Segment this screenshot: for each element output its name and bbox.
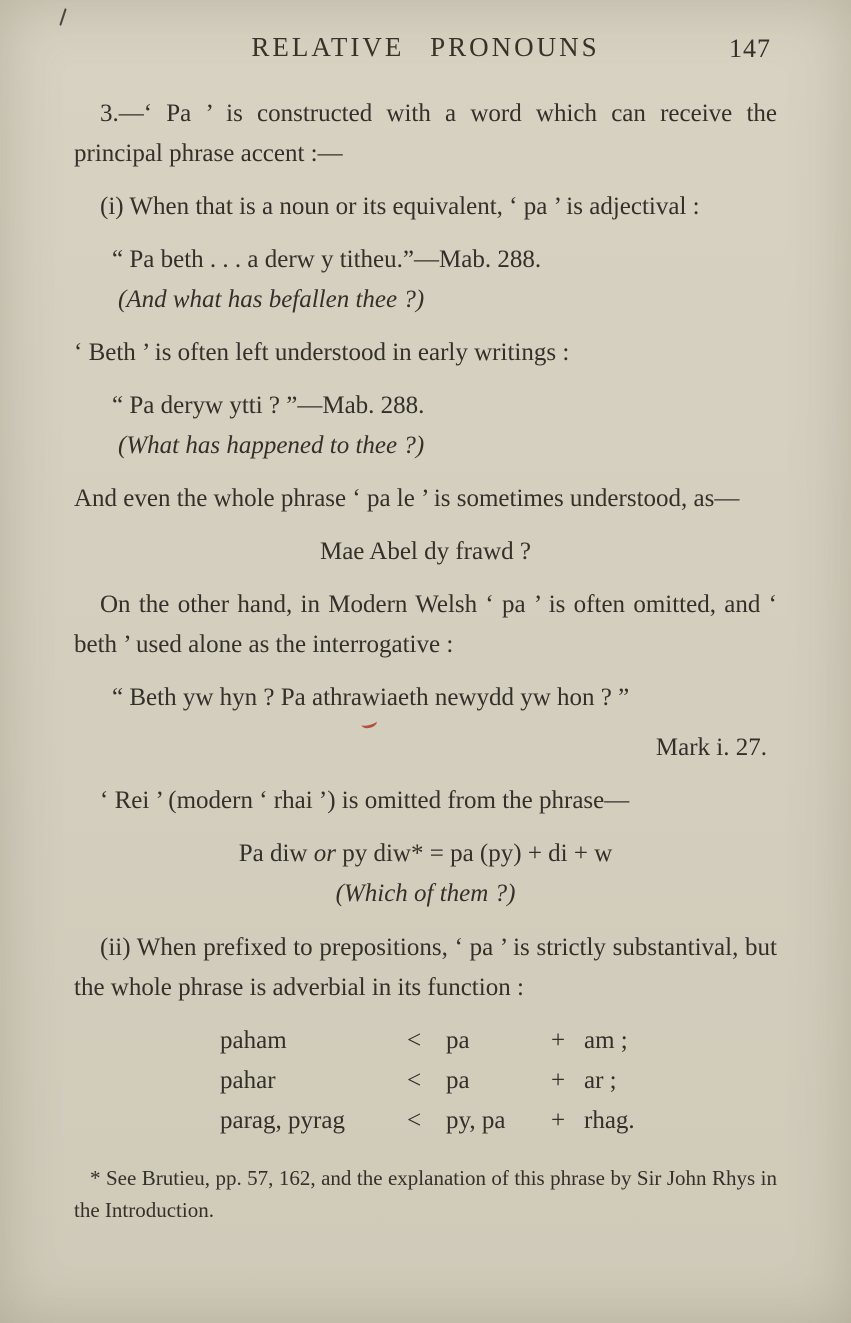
derivation-word: paham: [220, 1027, 287, 1054]
quote-line: “ Pa beth . . . a derw y titheu.”—Mab. 288.: [112, 246, 542, 273]
quote-attribution: Mark i. 27.: [655, 734, 767, 761]
quote-block-2: [112, 386, 777, 466]
derivation-operator: +: [550, 1027, 566, 1054]
derivation-relation: <: [406, 1027, 422, 1054]
formula-gloss: (Which of them ?): [335, 880, 516, 907]
quote-block-1: [112, 240, 777, 320]
derivation-base: pa: [446, 1067, 470, 1094]
quote-line: [112, 678, 777, 718]
formula-text-pre: Pa diw: [238, 840, 314, 867]
derivation-row: [220, 1021, 777, 1061]
quote-block-3: [112, 678, 777, 718]
paragraph-section-3: 3.—‘ Pa ’ is constructed with a word which can receive the principal phrase accent :—: [74, 100, 777, 167]
page-title: RELATIVE PRONOUNS: [251, 32, 600, 62]
derivation-base: pa: [446, 1027, 470, 1054]
derivation-result: rhag.: [584, 1107, 635, 1134]
derivation-row: [220, 1101, 777, 1141]
paragraph-modern-welsh: On the other hand, in Modern Welsh ‘ pa ’ is often omitted, and ‘ beth ’ used alone as the interrogative :: [74, 591, 777, 658]
page-number: 147: [729, 34, 771, 63]
derivation-operator: +: [550, 1067, 566, 1094]
derivation-result: am ;: [584, 1027, 628, 1054]
paragraph-rei: ‘ Rei ’ (modern ‘ rhai ’) is omitted from the phrase—: [100, 787, 630, 814]
quote-text-post: newydd yw hon ? ”: [428, 684, 630, 711]
formula-or-italic: or: [313, 840, 336, 867]
derivation-result: ar ;: [584, 1067, 617, 1094]
paragraph-point-ii: (ii) When prefixed to prepositions, ‘ pa ’ is strictly substantival, but the whole phrase is adverbial in its function :: [74, 934, 777, 1001]
derivation-row: [220, 1061, 777, 1101]
example-mae-abel: Mae Abel dy frawd ?: [319, 538, 532, 565]
quote-line: “ Pa deryw ytti ? ”—Mab. 288.: [112, 392, 425, 419]
derivation-base: py, pa: [446, 1107, 506, 1134]
footnote: * See Brutieu, pp. 57, 162, and the explanation of this phrase by Sir John Rhys in the Introduction.: [74, 1166, 777, 1222]
formula-text-post: py diw* = pa (py) + di + w: [335, 840, 613, 867]
derivation-word: parag, pyrag: [220, 1107, 345, 1134]
paragraph-pa-le: And even the whole phrase ‘ pa le ’ is sometimes understood, as—: [74, 485, 740, 512]
page-header: [74, 26, 777, 68]
derivation-table: [220, 1021, 777, 1141]
derivation-word: pahar: [220, 1067, 276, 1094]
paragraph-point-i: (i) When that is a noun or its equivalent, ‘ pa ’ is adjectival :: [100, 193, 700, 220]
formula-pa-diw: [74, 834, 777, 874]
derivation-operator: +: [550, 1107, 566, 1134]
quote-word-marked: athrawiaeth: [312, 678, 429, 718]
quote-gloss: (And what has befallen thee ?): [118, 286, 425, 313]
quote-gloss: (What has happened to thee ?): [118, 432, 425, 459]
quote-text-pre: “ Beth yw hyn ? Pa: [112, 684, 312, 711]
derivation-relation: <: [406, 1107, 422, 1134]
paragraph-beth: ‘ Beth ’ is often left understood in early writings :: [74, 339, 570, 366]
stray-pen-mark: [59, 8, 66, 26]
derivation-relation: <: [406, 1067, 422, 1094]
